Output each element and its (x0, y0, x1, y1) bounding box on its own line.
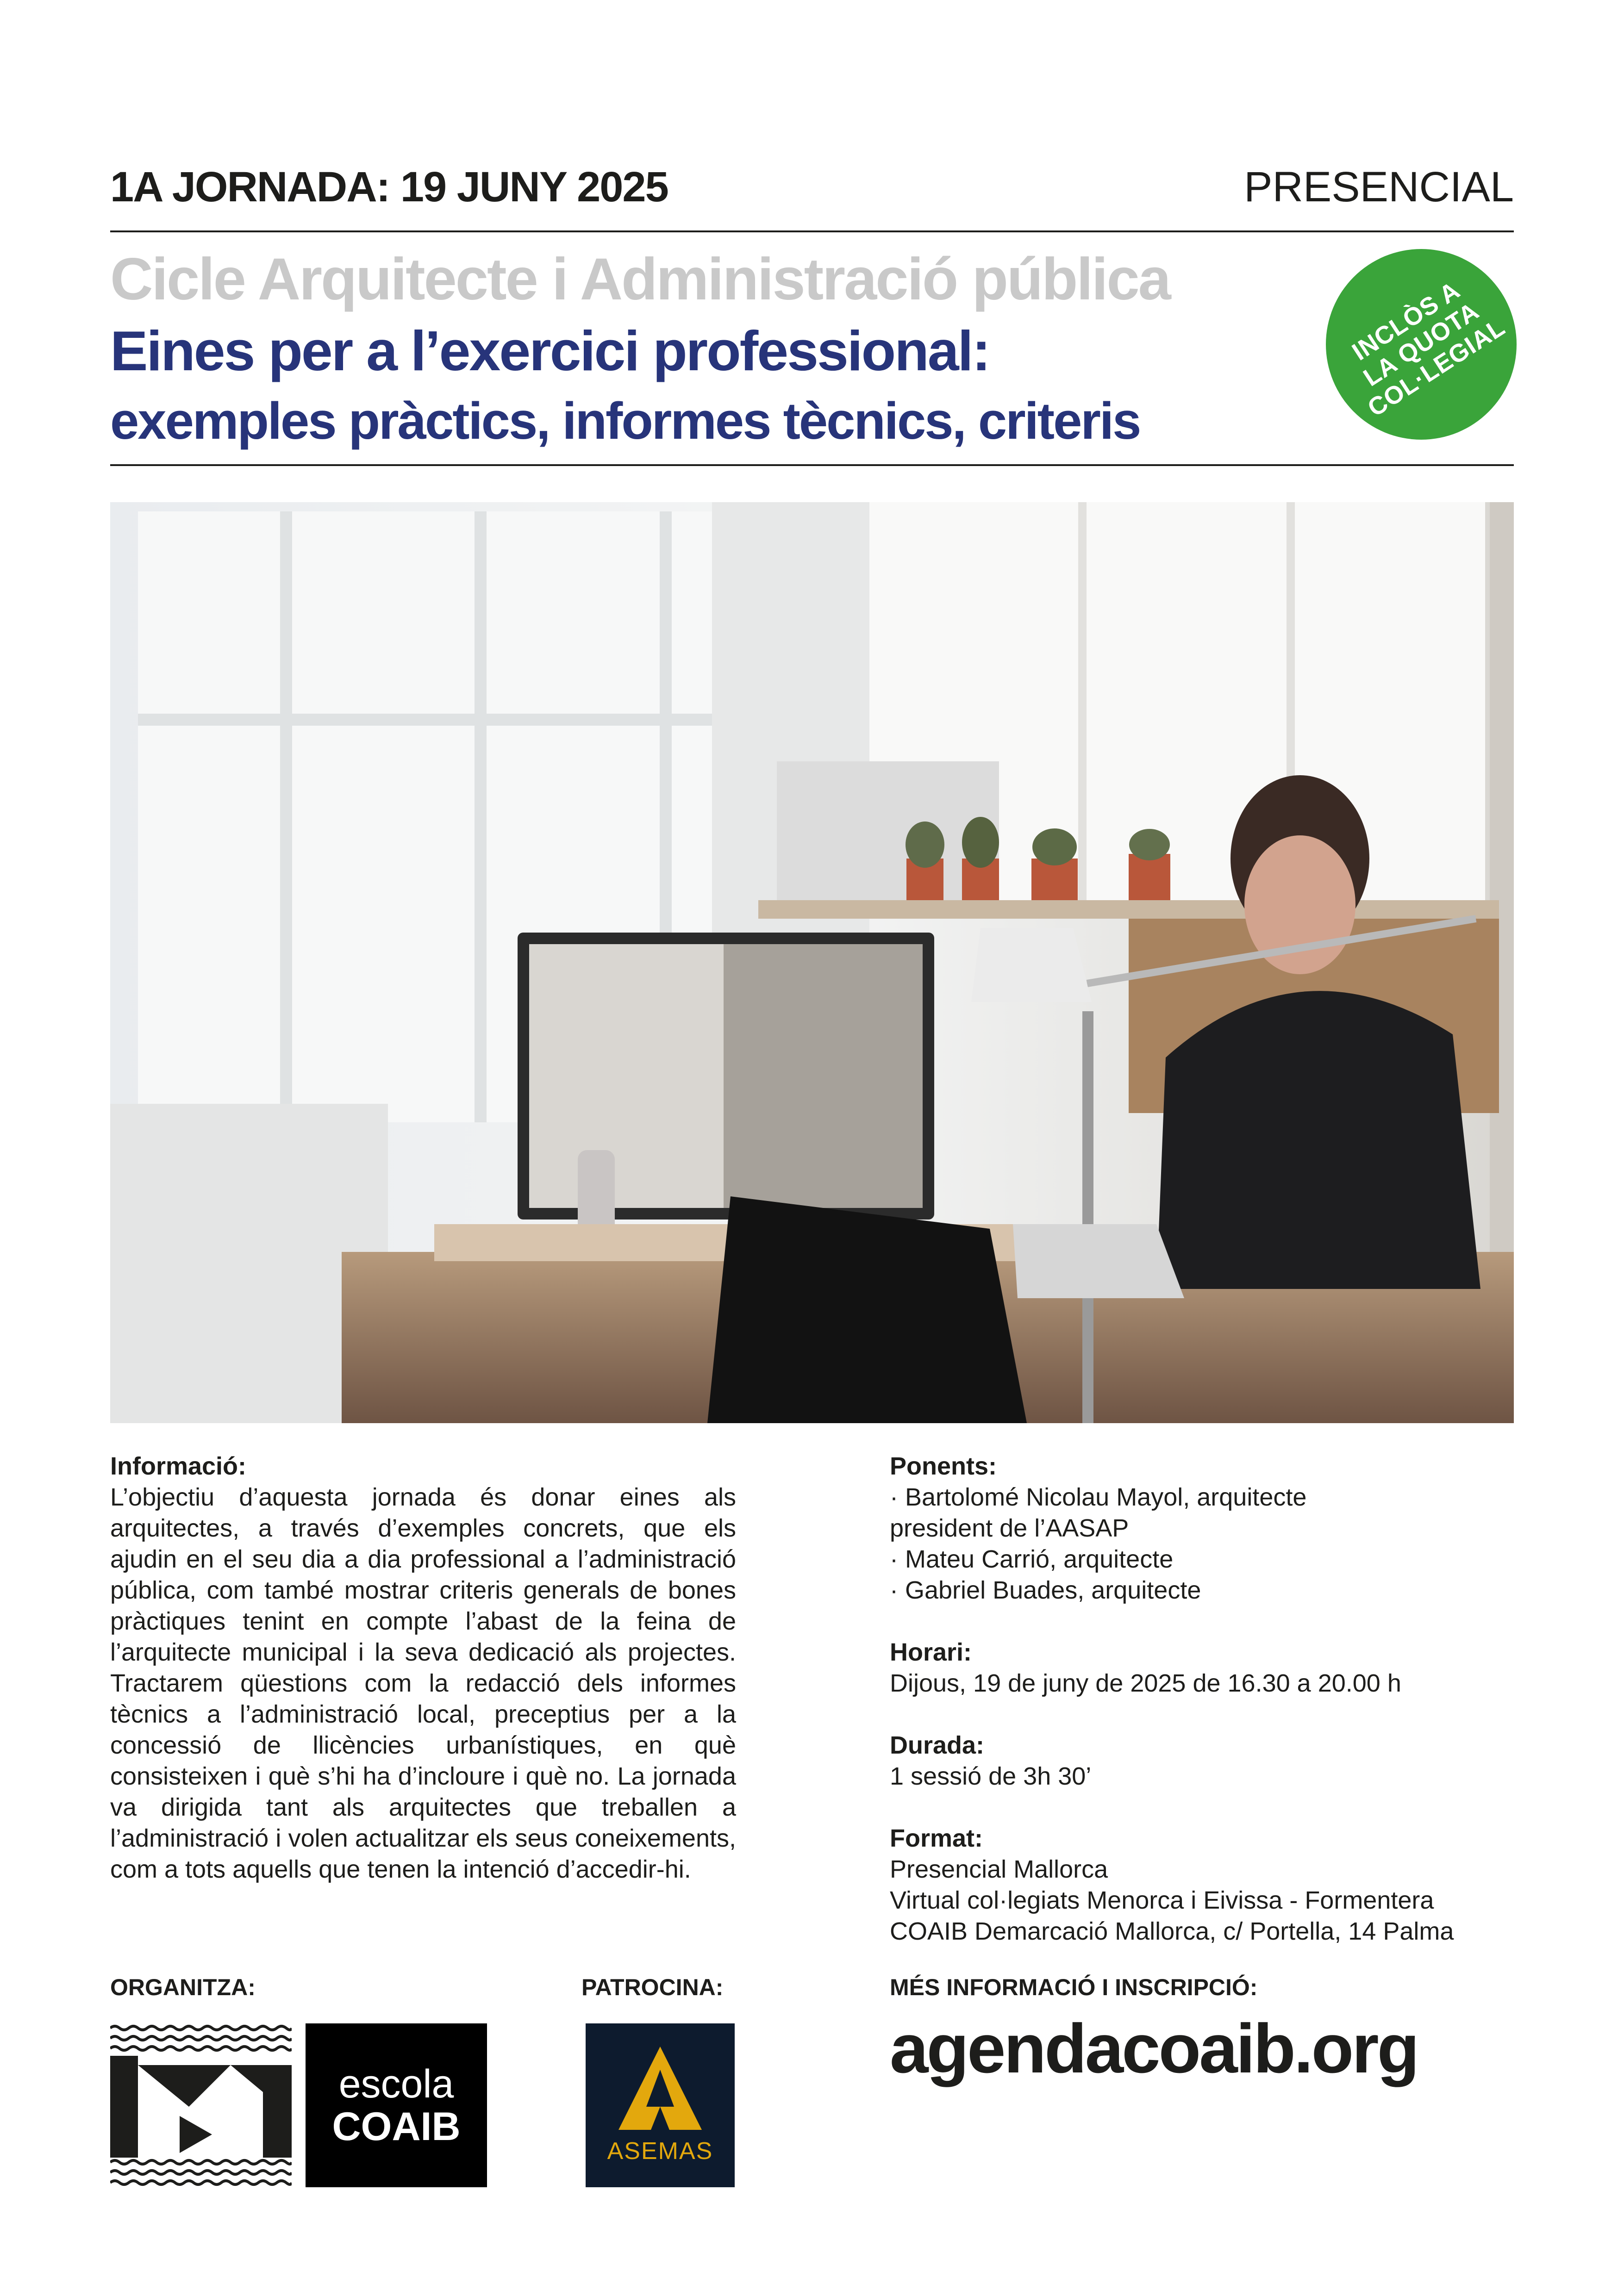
escola-logo-line2: COAIB (332, 2104, 461, 2149)
format-line: Presencial Mallorca (890, 1855, 1108, 1883)
info-text: L’objectiu d’aquesta jornada és donar eines als arquitectes, a través d’exemples concrets, que els ajudin en el seu dia a dia professional a l’administració pública, com també mostrar criteris generals de bones pràctiques tenint en compte l’abast de la feina de l’arquitecte municipal i la seva dedicació als projectes. Tractarem qüestions com la redacció dels informes tècnics a l’administració local, preceptius per a la concessió de llicències urbanístiques, en què consisteixen i què s’hi ha d’incloure i què no. La jornada va dirigida tant als arquitectes que treballen a l’administració i volen actualitzar els seus coneixements, com a tots aquells que tenen la intenció d’accedir-hi. (110, 1483, 736, 1883)
format-block (890, 1823, 1519, 1947)
asemas-triangle-icon (614, 2042, 706, 2134)
coaib-wave-logo (110, 2023, 292, 2187)
event-mode-label: PRESENCIAL (1244, 163, 1514, 211)
format-line: COAIB Demarcació Mallorca, c/ Portella, 14 Palma (890, 1917, 1454, 1945)
speaker-item: · Gabriel Buades, arquitecte (890, 1576, 1201, 1604)
main-title-line-2: exemples pràctics, informes tècnics, criteris (110, 392, 1140, 450)
escola-coaib-logo (306, 2023, 487, 2187)
schedule-text: Dijous, 19 de juny de 2025 de 16.30 a 20.00 h (890, 1669, 1401, 1697)
asemas-logo-text: ASEMAS (607, 2138, 713, 2165)
speaker-item: president de l’AASAP (890, 1514, 1129, 1542)
speaker-item: · Mateu Carrió, arquitecte (890, 1545, 1174, 1573)
organizer-label: ORGANITZA: (110, 1974, 256, 2000)
schedule-block (890, 1637, 1519, 1699)
duration-label: Durada: (890, 1731, 985, 1759)
more-info-label: MÉS INFORMACIÓ I INSCRIPCIÓ: (890, 1974, 1258, 2000)
badge-text: INCLÒS A LA QUOTA COL·LEGIAL (1347, 276, 1510, 423)
details-section (890, 1451, 1519, 1978)
included-in-fee-badge (1326, 249, 1517, 440)
main-title-line-1: Eines per a l’exercici professional: (110, 319, 990, 382)
event-date-heading: 1A JORNADA: 19 JUNY 2025 (110, 163, 668, 211)
format-line: Virtual col·legiats Menorca i Eivissa - Formentera (890, 1886, 1434, 1914)
speaker-item: · Bartolomé Nicolau Mayol, arquitecte (890, 1483, 1307, 1511)
speakers-block (890, 1451, 1519, 1606)
schedule-label: Horari: (890, 1638, 972, 1666)
escola-logo-line1: escola (338, 2062, 454, 2106)
cycle-title: Cicle Arquitecte i Administració pública (110, 246, 1170, 312)
info-label: Informació: (110, 1452, 247, 1480)
sponsor-label: PATROCINA: (581, 1974, 724, 2000)
format-label: Format: (890, 1824, 983, 1852)
office-photo (110, 502, 1514, 1423)
registration-url[interactable]: agendacoaib.org (890, 2010, 1418, 2087)
info-section (110, 1451, 736, 1885)
header-divider (110, 230, 1514, 232)
asemas-logo (586, 2023, 735, 2187)
title-divider (110, 464, 1514, 466)
duration-block (890, 1730, 1519, 1792)
speakers-label: Ponents: (890, 1452, 997, 1480)
duration-text: 1 sessió de 3h 30’ (890, 1762, 1092, 1790)
